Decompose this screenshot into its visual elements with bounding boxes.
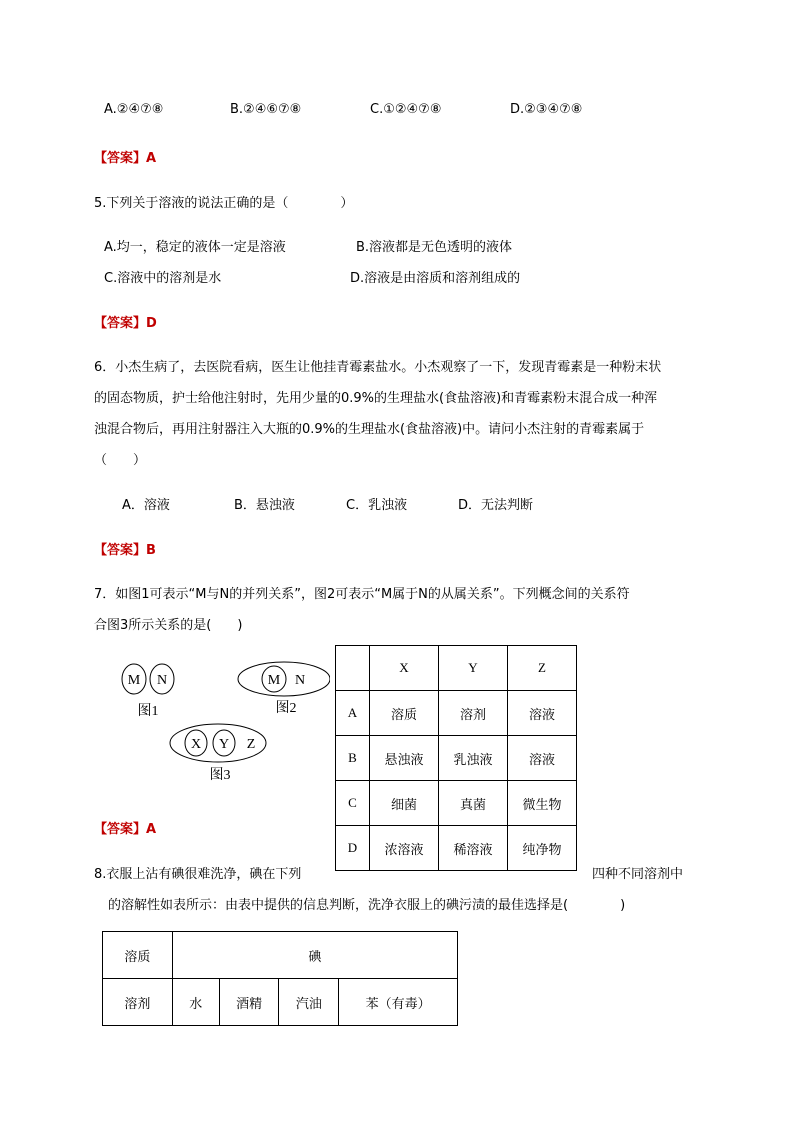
answer-value: B bbox=[146, 543, 156, 558]
answer-label: 【答案】 bbox=[94, 151, 147, 166]
table-cell: 溶质 bbox=[370, 691, 439, 736]
table-cell: 真菌 bbox=[439, 781, 508, 826]
table-row bbox=[336, 826, 577, 871]
fig2-label-m: M bbox=[267, 673, 281, 688]
table-cell: Z bbox=[508, 646, 577, 691]
fig2-caption: 图2 bbox=[275, 701, 297, 716]
q7-options-table bbox=[335, 645, 577, 871]
table-cell: 微生物 bbox=[508, 781, 577, 826]
q6-line-2: 的固态物质，护士给他注射时，先用少量的0.9%的生理盐水(食盐溶液)和青霉素粉末混合成一种浑 bbox=[94, 391, 658, 406]
answer-label: 【答案】 bbox=[94, 822, 147, 837]
table-row bbox=[103, 932, 458, 979]
q6-option-d: D．无法判断 bbox=[458, 498, 534, 513]
q5-option-a: A.均一，稳定的液体一定是溶液 bbox=[104, 240, 286, 255]
q8-solubility-table bbox=[102, 931, 458, 1026]
q6-option-a: A．溶液 bbox=[122, 498, 170, 513]
answer-label: 【答案】 bbox=[94, 543, 147, 558]
answer-value: D bbox=[146, 316, 157, 331]
table-cell: 细菌 bbox=[370, 781, 439, 826]
table-cell: C bbox=[336, 781, 370, 826]
q4-option-c: C.①②④⑦⑧ bbox=[370, 102, 442, 117]
table-cell: 溶剂 bbox=[439, 691, 508, 736]
table-cell: 悬浊液 bbox=[370, 736, 439, 781]
q6-option-c: C．乳浊液 bbox=[346, 498, 408, 513]
table-cell: A bbox=[336, 691, 370, 736]
table-row bbox=[336, 691, 577, 736]
q6-line-1: 6．小杰生病了，去医院看病，医生让他挂青霉素盐水。小杰观察了一下，发现青霉素是一种粉末状 bbox=[94, 360, 662, 375]
fig1-caption: 图1 bbox=[137, 704, 159, 719]
fig2-label-n: N bbox=[294, 673, 306, 688]
answer-value: A bbox=[146, 151, 157, 166]
table-cell bbox=[336, 646, 370, 691]
q8-line-1-left: 8.衣服上沾有碘很难洗净，碘在下列 bbox=[94, 867, 302, 882]
q6-option-b: B．悬浊液 bbox=[234, 498, 295, 513]
q7-relation-figures bbox=[110, 655, 330, 790]
figure-2 bbox=[238, 662, 330, 716]
q5-answer bbox=[94, 312, 157, 331]
table-cell: X bbox=[370, 646, 439, 691]
table-cell: 溶液 bbox=[508, 691, 577, 736]
q4-answer bbox=[94, 147, 156, 166]
table-row bbox=[336, 781, 577, 826]
table-header-row bbox=[336, 646, 577, 691]
table-cell: 浓溶液 bbox=[370, 826, 439, 871]
table-cell: 纯净物 bbox=[508, 826, 577, 871]
table-cell: B bbox=[336, 736, 370, 781]
table-cell: 水 bbox=[172, 979, 219, 1026]
q4-option-a: A.②④⑦⑧ bbox=[104, 102, 164, 117]
table-cell: 溶液 bbox=[508, 736, 577, 781]
q4-option-d: D.②③④⑦⑧ bbox=[510, 102, 583, 117]
table-row bbox=[336, 736, 577, 781]
fig3-caption: 图3 bbox=[209, 768, 231, 783]
table-cell: D bbox=[336, 826, 370, 871]
q5-option-d: D.溶液是由溶质和溶剂组成的 bbox=[350, 271, 521, 286]
table-cell: 稀溶液 bbox=[439, 826, 508, 871]
q6-line-4: （ ） bbox=[94, 453, 147, 468]
answer-value: A bbox=[146, 822, 157, 837]
table-row bbox=[103, 979, 458, 1026]
q4-option-b: B.②④⑥⑦⑧ bbox=[230, 102, 302, 117]
q5-stem: 5.下列关于溶液的说法正确的是（ ） bbox=[94, 196, 354, 211]
table-cell: 苯（有毒） bbox=[339, 979, 458, 1026]
table-cell: 乳浊液 bbox=[439, 736, 508, 781]
q8-line-1-right: 四种不同溶剂中 bbox=[592, 867, 684, 882]
figure-3 bbox=[170, 724, 266, 783]
figure-1 bbox=[122, 664, 174, 719]
answer-label: 【答案】 bbox=[94, 316, 147, 331]
q7-answer bbox=[94, 818, 156, 837]
q6-line-3: 浊混合物后，再用注射器注入大瓶的0.9%的生理盐水(食盐溶液)中。请问小杰注射的青霉素属于 bbox=[94, 422, 645, 437]
q7-line-2: 合图3所示关系的是( ) bbox=[94, 618, 243, 633]
table-cell: Y bbox=[439, 646, 508, 691]
q8-line-2: 的溶解性如表所示：由表中提供的信息判断，洗净衣服上的碘污渍的最佳选择是( ) bbox=[108, 898, 626, 913]
q5-option-c: C.溶液中的溶剂是水 bbox=[104, 271, 222, 286]
fig2-ellipse-n bbox=[238, 662, 330, 696]
q5-option-b: B.溶液都是无色透明的液体 bbox=[356, 240, 513, 255]
fig1-label-m: M bbox=[127, 673, 141, 688]
fig3-label-y: Y bbox=[218, 737, 230, 752]
table-cell: 酒精 bbox=[219, 979, 279, 1026]
table-cell: 溶质 bbox=[103, 932, 173, 979]
fig1-label-n: N bbox=[156, 673, 168, 688]
table-cell: 汽油 bbox=[279, 979, 339, 1026]
fig3-label-z: Z bbox=[246, 737, 256, 752]
fig3-label-x: X bbox=[190, 737, 202, 752]
q6-answer bbox=[94, 539, 156, 558]
table-cell: 溶剂 bbox=[103, 979, 173, 1026]
q7-line-1: 7．如图1可表示“M与N的并列关系”，图2可表示“M属于N的从属关系”。下列概念间的关系符 bbox=[94, 587, 630, 602]
table-cell: 碘 bbox=[172, 932, 457, 979]
